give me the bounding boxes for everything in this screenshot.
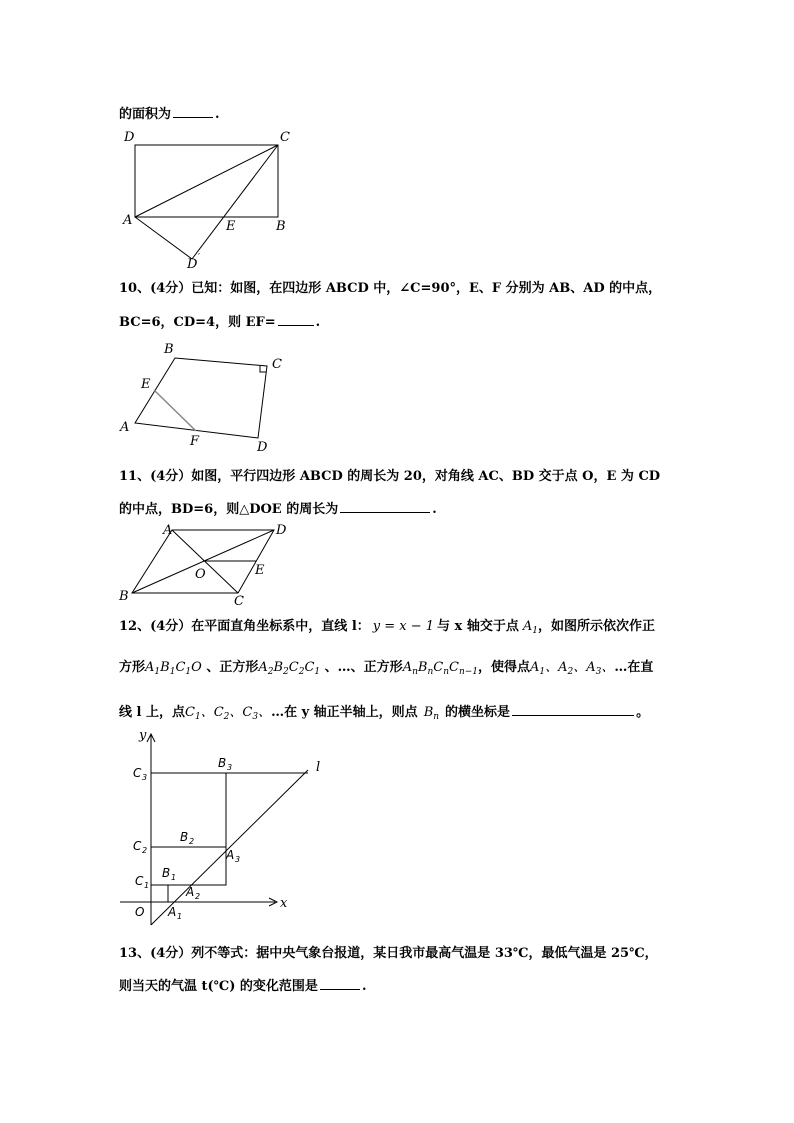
q12-label-l: l <box>316 760 321 775</box>
q12-square-2: $A_2B_2C_2C_1$ <box>258 660 321 677</box>
q12-line-3 <box>119 702 649 726</box>
q11-answer-blank[interactable] <box>340 499 430 513</box>
q12-points-c: $C_1$、$C_2$、$C_3$、 <box>185 705 272 722</box>
q11-label-o: O <box>195 567 206 582</box>
q9-label-d-prime: D <box>187 257 198 272</box>
q12-label-x: x <box>280 896 288 911</box>
q12-line-2-b: 、正方形 <box>206 660 259 675</box>
q9-label-b: B <box>276 219 286 234</box>
q12-line-2-d: ，使得点 <box>478 660 531 675</box>
square-1 <box>151 885 168 902</box>
quadrilateral-abcd <box>135 358 267 438</box>
q10-label-d: D <box>257 440 268 455</box>
q10-label-a: A <box>120 420 130 435</box>
q13-line-1: 13、(4分）列不等式：据中央气象台报道，某日我市最高气温是 33℃，最低气温是 25℃， <box>119 946 658 961</box>
q10-label-f: F <box>190 434 200 449</box>
q12-line-2 <box>119 659 653 681</box>
q9-figure <box>110 125 310 275</box>
segment-ad-prime <box>135 217 192 259</box>
q10-line-2 <box>119 312 320 332</box>
q10-answer-blank[interactable] <box>278 312 314 326</box>
q12-square-n: $A_nB_nC_nC_{n-1}$ <box>402 660 479 677</box>
q12-line-2-e: …在直 <box>614 660 654 675</box>
q10-label-c: C <box>272 357 282 372</box>
q9-tail-line <box>119 104 220 124</box>
q12-label-b2: B <box>180 830 189 844</box>
q12-label-b3: B <box>218 756 227 770</box>
q12-label-y: y <box>139 728 147 743</box>
q13-line-2-text: 则当天的气温 t(℃) 的变化范围是 <box>119 979 318 994</box>
q10-label-b: B <box>164 342 174 357</box>
q12-line-2-c: 、…、正方形 <box>324 660 403 675</box>
q12-figure <box>120 725 350 925</box>
q11-label-d: D <box>276 523 287 538</box>
q11-line-2-text: 的中点，BD=6，则△DOE 的周长为 <box>119 502 339 517</box>
q10-line-1: 10、(4分）已知：如图，在四边形 ABCD 中，∠C=90°，E、F 分别为 AB、AD 的中点， <box>119 281 662 296</box>
q12-label-a2: A <box>186 885 195 899</box>
right-angle-mark <box>260 366 266 372</box>
q11-label-e: E <box>255 563 265 578</box>
q12-label-b1: B <box>162 866 171 880</box>
q12-label-b3-sub: 3 <box>227 763 233 772</box>
q10-line-2-text: BC=6，CD=4，则 EF= <box>119 315 276 330</box>
q9-label-a: A <box>123 213 133 228</box>
q12-line-1-a: 12、(4分）在平面直角坐标系中，直线 l： <box>119 619 370 634</box>
q12-answer-blank[interactable] <box>512 702 634 716</box>
q11-line-2-end: . <box>432 502 437 517</box>
q13-line-2-end: . <box>361 979 367 994</box>
q9-tail-end: . <box>215 107 220 122</box>
q11-label-a: A <box>163 523 173 538</box>
q12-label-o: O <box>135 905 145 919</box>
q12-label-a3: A <box>226 848 235 862</box>
q12-label-b2-sub: 2 <box>189 837 195 846</box>
q12-line-1-c: ，如图所示依次作正 <box>537 619 655 634</box>
q13-answer-blank[interactable] <box>320 976 360 990</box>
q9-tail-text: 的面积为 <box>119 107 172 122</box>
q12-label-c1-sub: 1 <box>144 881 150 890</box>
diagonal-ac <box>135 145 278 217</box>
q9-label-e: E <box>226 219 236 234</box>
q10-line-2-end: . <box>315 315 321 330</box>
q12-line-3-a: 线 l 上，点 <box>119 705 185 720</box>
q12-line-3-end: 。 <box>636 705 650 720</box>
q12-label-c2-sub: 2 <box>142 846 148 855</box>
segment-cd-prime <box>192 145 278 259</box>
q12-label-c2: C <box>133 839 142 853</box>
q12-point-bn: $B_n$ <box>423 705 440 722</box>
q11-line-2 <box>119 499 437 519</box>
q12-label-c1: C <box>135 874 144 888</box>
q12-points-a: $A_1$、$A_2$、$A_3$、 <box>530 660 615 677</box>
q12-label-c3: C <box>133 766 142 780</box>
q12-line-equation: y = x − 1 <box>372 619 435 634</box>
q11-line-1: 11、(4分）如图，平行四边形 ABCD 的周长为 20，对角线 AC、BD 交于点 O，E 为 CD <box>119 469 661 484</box>
q12-label-b1-sub: 1 <box>171 873 177 882</box>
q12-square-1: $A_1B_1C_1O$ <box>145 660 202 677</box>
q11-label-c: C <box>234 594 244 609</box>
q12-line-3-b: …在 y 轴正半轴上，则点 <box>271 705 418 720</box>
q9-prime-mark: ′ <box>198 253 201 263</box>
q9-label-c: C <box>280 130 290 145</box>
q10-label-e: E <box>141 377 151 392</box>
q9-label-d: D <box>124 130 135 145</box>
q12-label-a3-sub: 3 <box>235 855 241 864</box>
q12-label-a1-sub: 1 <box>177 912 183 921</box>
q12-line-1-b: 与 x 轴交于点 <box>437 619 519 634</box>
q12-line-1: 12、(4分）在平面直角坐标系中，直线 l： y = x − 1 与 x 轴交于点 $A_1$，如图所示依次作正 <box>119 619 655 636</box>
q9-answer-blank[interactable] <box>173 104 213 118</box>
q11-label-b: B <box>119 589 129 604</box>
segment-ef <box>154 390 196 431</box>
q12-label-a1: A <box>168 905 177 919</box>
q12-line-3-c: 的横坐标是 <box>445 705 511 720</box>
q10-figure <box>110 338 310 458</box>
q12-label-c3-sub: 3 <box>142 773 148 782</box>
q12-label-a2-sub: 2 <box>195 892 201 901</box>
q11-figure <box>110 520 310 610</box>
q12-line-2-a: 方形 <box>119 660 146 675</box>
q13-line-2 <box>119 976 366 996</box>
square-3 <box>151 773 226 847</box>
